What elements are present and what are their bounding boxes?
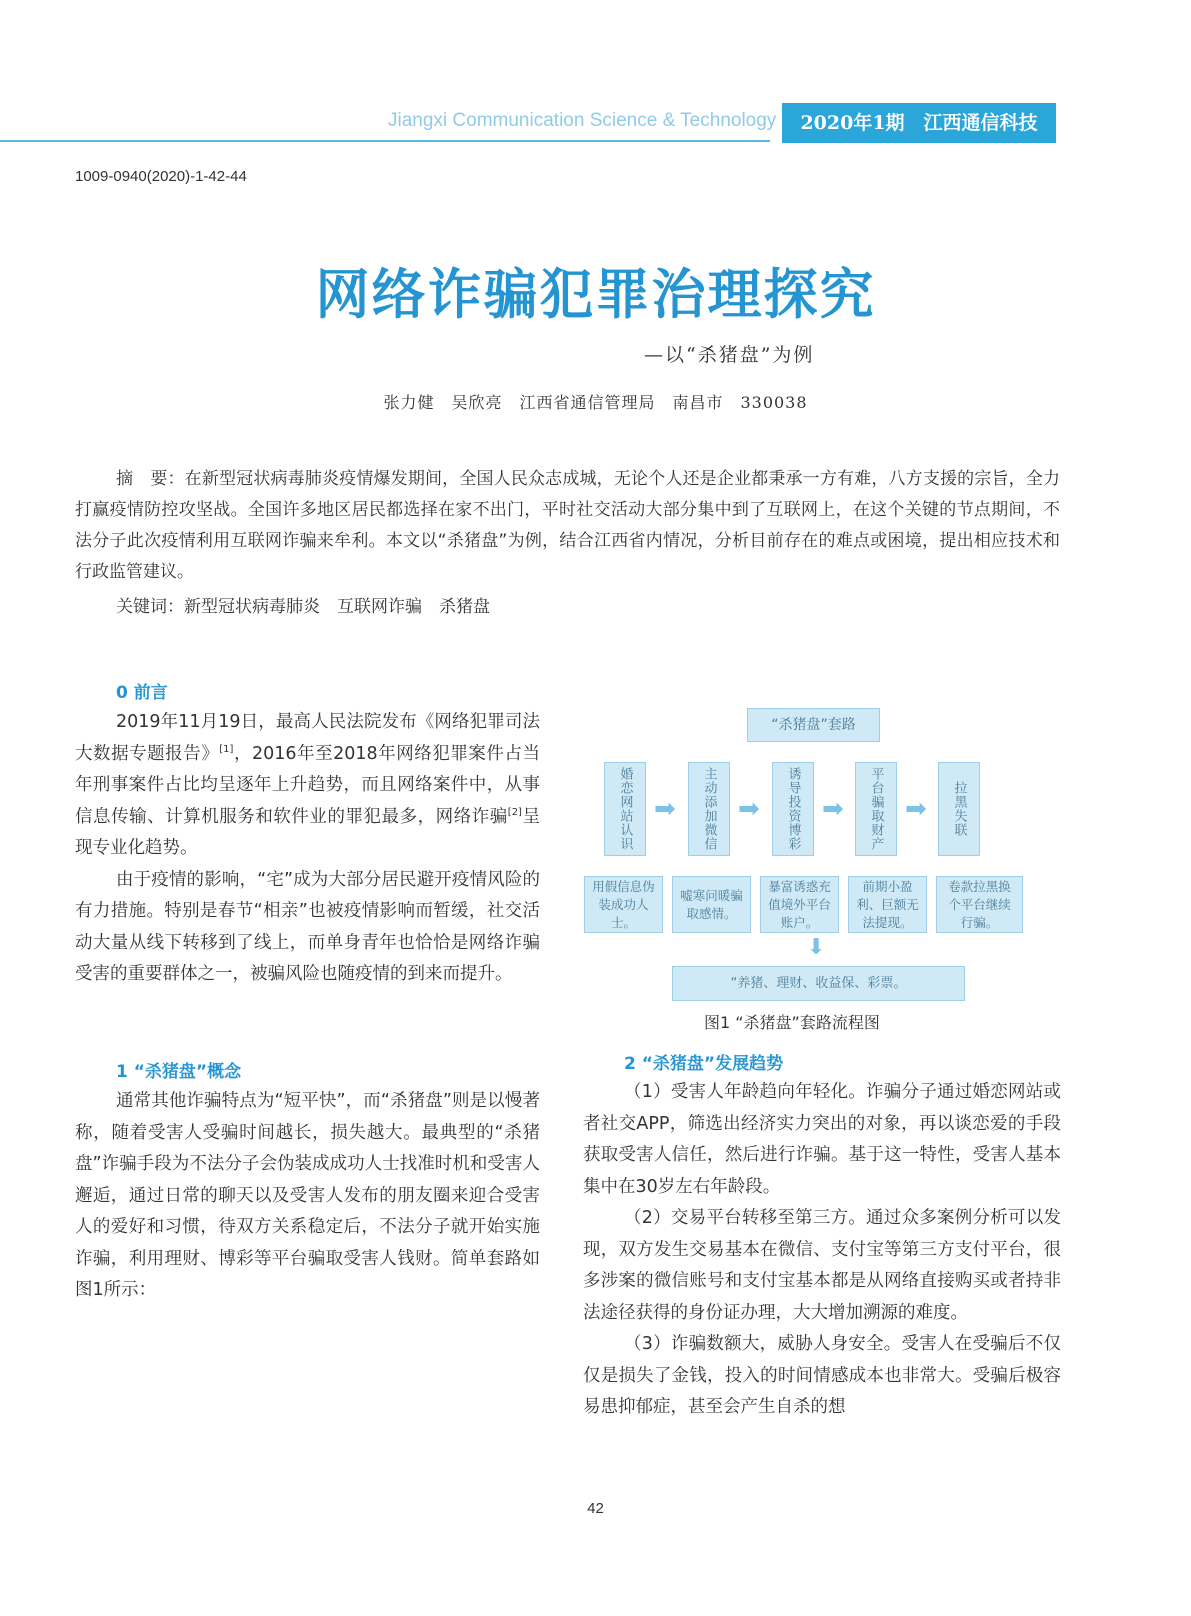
citation-ref: [2] (507, 806, 522, 818)
paragraph: （1）受害人年龄趋向年轻化。诈骗分子通过婚恋网站或者社交APP，筛选出经济实力突出的对象，再以谈恋爱的手段获取受害人信任，然后进行诈骗。基于这一特性，受害人基本集中在30岁左右年龄段。 (583, 1082, 1061, 1197)
paragraph: 通常其他诈骗特点为“短平快”，而“杀猪盘”则是以慢著称，随着受害人受骗时间越长，损失越大。最典型的“杀猪盘”诈骗手段为不法分子会伪装成成功人士找准时机和受害人邂逅，通过日常的聊天以及受害人发布的朋友圈来迎合受害人的爱好和习惯，待双方关系稳定后，不法分子就开始实施诈骗，利用理财、博彩等平台骗取受害人钱财。简单套路如图1所示： (75, 1091, 540, 1300)
flow-detail-4: 前期小盈利、巨额无法提现。 (848, 876, 927, 933)
paragraph: （3）诈骗数额大，威胁人身安全。受害人在受骗后不仅仅是损失了金钱，投入的时间情感成本也非常大。受骗后极容易患抑郁症，甚至会产生自杀的想 (583, 1334, 1061, 1417)
left-column-intro (75, 707, 540, 991)
flow-step-5: 拉黑失联 (938, 762, 980, 856)
article-subtitle: —以“杀猪盘”为例 (644, 344, 815, 366)
author-line: 张力健 吴欣亮 江西省通信管理局 南昌市 330038 (383, 393, 808, 412)
flow-detail-5: 卷款拉黑换个平台继续行骗。 (936, 876, 1023, 933)
keywords: 关键词：新型冠状病毒肺炎 互联网诈骗 杀猪盘 (116, 597, 490, 617)
journal-english-name: Jiangxi Communication Science & Technology (388, 110, 777, 131)
section-0-heading: 0 前言 (116, 683, 168, 703)
header-rule (0, 140, 770, 142)
page-number: 42 (587, 1500, 604, 1517)
text-run: 2019年11月19日，最高人民法院发布《网络犯罪司法大数据专题报告》 (75, 712, 540, 764)
issue-label: 2020年1期 江西通信科技 (782, 103, 1056, 143)
flow-step-1: 婚恋网站认识 (604, 762, 646, 856)
flow-detail-1: 用假信息伪装成功人士。 (584, 876, 663, 933)
figure-caption: 图1 “杀猪盘”套路流程图 (704, 1013, 880, 1032)
flow-step-3: 诱导投资博彩 (772, 762, 814, 856)
right-arrow-icon: ➡ (822, 794, 844, 824)
flow-detail-2: 嘘寒问暖骗取感情。 (672, 876, 751, 933)
flow-detail-3: 暴富诱惑充值境外平台账户。 (760, 876, 839, 933)
text-run: ，2016年至2018年网络犯罪案件占当年刑事案件占比均呈逐年上升趋势，而且网络案件中，从事信息传输、计算机服务和软件业的罪犯最多，网络诈骗 (75, 743, 541, 827)
paragraph (75, 707, 540, 865)
flowchart-bottom-box: “养猪、理财、收益保、彩票。 (672, 966, 965, 1001)
paragraph: 由于疫情的影响，“宅”成为大部分居民避开疫情风险的有力措施。特别是春节“相亲”也被疫情影响而暂缓，社交活动大量从线下转移到了线上，而单身青年也恰恰是网络诈骗受害的重要群体之一，被骗风险也随疫情的到来而提升。 (75, 869, 540, 984)
section-1-heading: 1 “杀猪盘”概念 (116, 1062, 242, 1082)
flowchart-title-box: “杀猪盘”套路 (747, 708, 880, 742)
right-arrow-icon: ➡ (738, 794, 760, 824)
abstract: 摘 要：在新型冠状病毒肺炎疫情爆发期间，全国人民众志成城，无论个人还是企业都秉承一方有难，八方支援的宗旨，全力打赢疫情防控攻坚战。全国许多地区居民都选择在家不出门，平时社交活动大部分集中到了互联网上，在这个关键的节点期间，不法分子此次疫情利用互联网诈骗来牟利。本文以“杀猪盘”为例，结合江西省内情况，分析目前存在的难点或困境，提出相应技术和行政监管建议。 (75, 469, 1060, 582)
flow-step-4: 平台骗取财产 (855, 762, 897, 856)
flow-step-2: 主动添加微信 (688, 762, 730, 856)
left-column-concept (75, 1086, 540, 1307)
right-arrow-icon: ➡ (654, 794, 676, 824)
article-title: 网络诈骗犯罪治理探究 (315, 263, 876, 326)
down-arrow-icon: ⬇ (807, 935, 826, 960)
citation-ref: [1] (219, 743, 234, 755)
paragraph: （2）交易平台转移至第三方。通过众多案例分析可以发现，双方发生交易基本在微信、支付宝等第三方支付平台，很多涉案的微信账号和支付宝基本都是从网络直接购买或者持非法途径获得的身份证办理，大大增加溯源的难度。 (583, 1208, 1061, 1323)
right-column-trends (583, 1077, 1061, 1424)
section-2-heading: 2 “杀猪盘”发展趋势 (624, 1054, 784, 1074)
article-code: 1009-0940(2020)-1-42-44 (75, 168, 247, 185)
right-arrow-icon: ➡ (905, 794, 927, 824)
text-run: 呈现专业化趋势。 (75, 806, 541, 858)
